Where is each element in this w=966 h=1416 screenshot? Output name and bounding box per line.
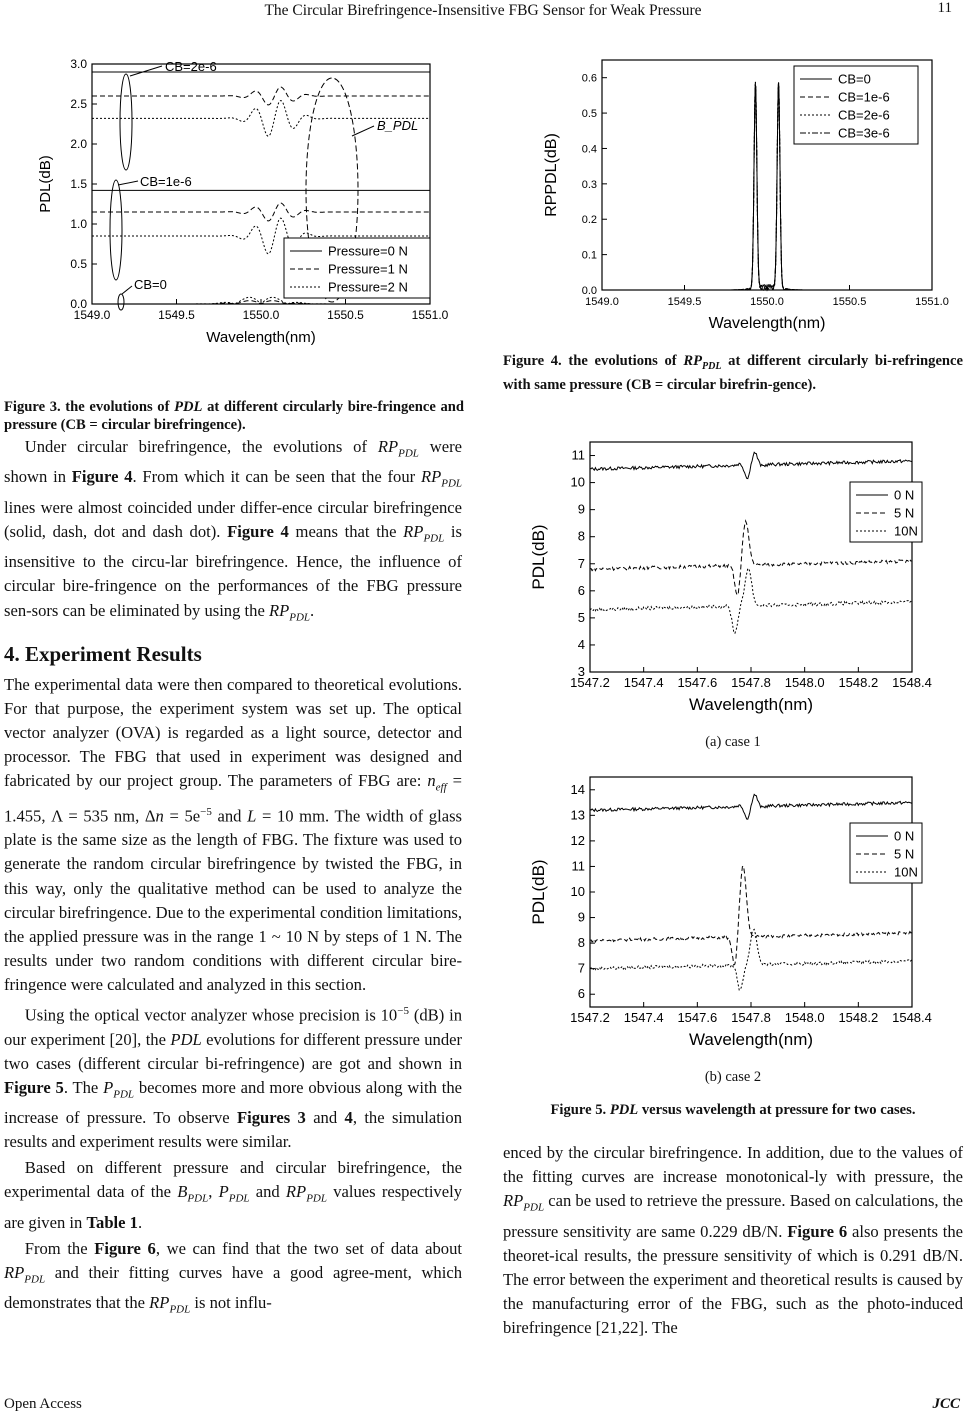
y-tick-label: 1.0 bbox=[70, 217, 87, 231]
legend-entry: 0 N bbox=[894, 487, 915, 503]
figure-5b-subcaption: (b) case 2 bbox=[704, 1069, 762, 1085]
legend-entry: Pressure=1 N bbox=[328, 261, 408, 277]
y-tick-label: 14 bbox=[570, 781, 585, 797]
x-tick-label: 1549.5 bbox=[667, 296, 702, 308]
y-tick-label: 11 bbox=[571, 447, 585, 463]
x-tick-label: 1547.4 bbox=[623, 1010, 664, 1025]
figure-5a bbox=[500, 430, 966, 730]
y-tick-label: 8 bbox=[577, 935, 585, 951]
y-tick-label: 12 bbox=[570, 832, 585, 848]
series-line bbox=[590, 568, 912, 633]
x-tick-label: 1549.0 bbox=[585, 296, 619, 308]
y-tick-label: 0.1 bbox=[581, 249, 597, 262]
y-tick-label: 3 bbox=[577, 664, 585, 679]
series-line bbox=[590, 452, 912, 478]
y-axis-label: PDL(dB) bbox=[529, 524, 548, 590]
x-tick-label: 1547.8 bbox=[731, 675, 771, 690]
x-tick-label: 1549.5 bbox=[158, 308, 195, 322]
annotation-arrow bbox=[118, 181, 138, 185]
y-tick-label: 0.0 bbox=[70, 297, 87, 311]
footer-journal: JCC bbox=[932, 1396, 960, 1412]
series-line bbox=[92, 203, 430, 221]
x-tick-label: 1548.2 bbox=[838, 675, 879, 690]
section-heading: 4. Experiment Results bbox=[4, 641, 202, 666]
y-tick-label: 3.0 bbox=[70, 57, 87, 71]
y-tick-label: 0.4 bbox=[581, 143, 597, 156]
y-tick-label: 13 bbox=[570, 807, 585, 823]
figure-5a-subcaption-wrap bbox=[500, 734, 966, 754]
annotation-arrow bbox=[122, 286, 132, 294]
figure-4 bbox=[500, 48, 966, 348]
figure-5b-subcaption-wrap bbox=[500, 1069, 966, 1089]
legend-entry: CB=1e-6 bbox=[838, 89, 890, 105]
y-tick-label: 0.5 bbox=[581, 108, 597, 121]
annotation-cb1: CB=1e-6 bbox=[140, 174, 192, 189]
y-tick-label: 6 bbox=[577, 986, 585, 1002]
x-tick-label: 1547.6 bbox=[677, 675, 718, 690]
x-tick-label: 1547.2 bbox=[570, 1010, 610, 1025]
running-header bbox=[0, 0, 966, 24]
x-tick-label: 1548.4 bbox=[892, 675, 932, 690]
figure-4-chart bbox=[500, 48, 966, 348]
annotation-cb2: CB=2e-6 bbox=[165, 59, 217, 74]
figure-4-caption: Figure 4. the evolutions of $RP_{PDL}$ at different circularly bi-refringence with same pressure (CB = circular birefrin-gence). bbox=[503, 353, 964, 393]
cb-ellipse bbox=[120, 74, 132, 170]
legend-entry: 5 N bbox=[894, 846, 915, 862]
figure-3-caption: Figure 3. the evolutions of PDL at different circularly bire-fringence and pressure (CB = circular birefringence). bbox=[4, 399, 464, 433]
y-tick-label: 8 bbox=[577, 528, 585, 544]
right-column bbox=[503, 1141, 963, 1340]
figure-3-chart bbox=[0, 40, 480, 360]
y-tick-label: 6 bbox=[577, 582, 585, 598]
figure-3 bbox=[0, 40, 480, 360]
legend-entry: 10N bbox=[894, 864, 918, 880]
legend-entry: CB=2e-6 bbox=[838, 107, 890, 123]
x-tick-label: 1548.0 bbox=[784, 675, 825, 690]
legend-entry: 0 N bbox=[894, 828, 915, 844]
y-tick-label: 10 bbox=[570, 884, 585, 899]
legend-entry: Pressure=2 N bbox=[328, 279, 408, 295]
annotation-bpdl: B_PDL bbox=[377, 118, 419, 133]
paragraph: Using the optical vector analyzer whose precision is $10^{-5}$ (dB) in our experiment [20], the PDL evolutions for different pressure under two cases (different circular bi-refringence) are got and shown in Figure 5. The $P_{PDL}$ becomes more and more obvious along with the increase of pressure. To observe Figures 3 and 4, the simulation results and experiment results were similar. bbox=[4, 1004, 463, 1152]
legend-entry: CB=0 bbox=[838, 71, 871, 87]
y-tick-label: 9 bbox=[577, 501, 585, 517]
legend-entry: Pressure=0 N bbox=[328, 243, 408, 259]
paragraph: The experimental data were then compared to theoretical evolutions. For that purpose, the experiment system was set up. The optical vector analyzer (OVA) is regarded as a light source, detector and processor. The FBG that used in experiment was designed and fabricated by our project group. The parameters of FBG are: $n_{eff} = 1.455$, Λ = 535 nm, $\Delta n = 5e^{-5}$ and L = 10 mm. The width of glass plate is the same size as the length of FBG. The fixture was used to generate the random circular birefringence by twisted the FBG, in this way, only the qualitative method can be used to analyze the circular birefringence. Due to the experimental condition limitations, the applied pressure was in the range 1 ~ 10 N by steps of 1 N. The results under two random conditions with different circular bire-fringence were calculated and analyzed in this section. bbox=[4, 674, 462, 994]
cb-ellipse bbox=[118, 294, 124, 310]
series-line bbox=[590, 794, 912, 819]
series-line bbox=[92, 87, 430, 105]
x-axis-label: Wavelength(nm) bbox=[708, 315, 826, 332]
y-tick-label: 11 bbox=[571, 858, 585, 874]
paragraph: From the Figure 6, we can find that the two set of data about $RP_{PDL}$ and their fitting curves have a good agree-ment, which demonstrates that the $RP_{PDL}$ is not influ- bbox=[4, 1238, 462, 1316]
y-tick-label: 0.3 bbox=[581, 178, 597, 191]
y-tick-label: 2.5 bbox=[70, 97, 87, 111]
y-tick-label: 4 bbox=[577, 636, 585, 652]
x-tick-label: 1547.4 bbox=[623, 675, 664, 690]
annotation-cb0: CB=0 bbox=[134, 277, 167, 292]
y-tick-label: 2.0 bbox=[70, 137, 87, 151]
cb-ellipse bbox=[110, 180, 122, 280]
figure-5-caption: Figure 5. PDL versus wavelength at pressure for two cases. bbox=[550, 1102, 916, 1118]
x-tick-label: 1548.4 bbox=[892, 1010, 932, 1025]
x-tick-label: 1550.0 bbox=[750, 296, 784, 308]
annotation-arrow bbox=[352, 126, 374, 136]
figure-5a-subcaption: (a) case 1 bbox=[705, 734, 761, 750]
figure-5b bbox=[500, 765, 966, 1065]
y-tick-label: 10 bbox=[570, 474, 585, 490]
x-tick-label: 1548.0 bbox=[784, 1010, 825, 1025]
y-tick-label: 7 bbox=[577, 960, 585, 976]
x-axis-label: Wavelength(nm) bbox=[206, 329, 316, 346]
x-tick-label: 1550.0 bbox=[242, 308, 280, 322]
y-tick-label: 5 bbox=[577, 609, 585, 625]
legend-entry: 5 N bbox=[894, 505, 915, 521]
y-tick-label: 0.2 bbox=[581, 214, 597, 227]
y-tick-label: 7 bbox=[577, 555, 585, 571]
annotation-arrow bbox=[130, 66, 162, 76]
x-tick-label: 1547.8 bbox=[731, 1010, 771, 1025]
legend-entry: 10N bbox=[894, 523, 918, 539]
y-tick-label: 0.5 bbox=[70, 257, 87, 271]
paragraph: enced by the circular birefringence. In addition, due to the values of the fitting curves are increase monotonical-ly with pressure, the $RP_{PDL}$ can be used to retrieve the pressure. Based on calculations, the pressure sensitivity are same 0.229 dB/N. Figure 6 also presents the theoret-ical results, the pressure sensitivity of which is 0.291 dB/N. The error between the experiment and theoretical results is caused by the manufacturing error of the FBG, such as the photo-induced birefringence [21,22]. The bbox=[503, 1143, 964, 1337]
y-tick-label: 1.5 bbox=[70, 177, 87, 191]
x-tick-label: 1550.5 bbox=[327, 308, 364, 322]
x-axis-label: Wavelength(nm) bbox=[688, 695, 814, 714]
plot-frame bbox=[590, 442, 915, 672]
running-title: The Circular Birefringence-Insensitive FBG Sensor for Weak Pressure bbox=[264, 2, 702, 19]
y-axis-label: PDL(dB) bbox=[529, 859, 548, 925]
x-tick-label: 1549.0 bbox=[73, 308, 111, 322]
paragraph: Based on different pressure and circular birefringence, the experimental data of the $B_{PDL}$, $P_{PDL}$ and $RP_{PDL}$ values respectively are given in Table 1. bbox=[4, 1158, 462, 1232]
x-tick-label: 1547.6 bbox=[677, 1010, 718, 1025]
left-column bbox=[4, 435, 462, 1322]
plot-frame bbox=[590, 777, 915, 1007]
y-axis-label: PDL(dB) bbox=[37, 155, 54, 213]
footer-open-access: Open Access bbox=[4, 1396, 82, 1412]
figure-5a-chart bbox=[500, 430, 966, 730]
x-tick-label: 1551.0 bbox=[915, 296, 949, 308]
y-tick-label: 9 bbox=[577, 909, 585, 925]
x-axis-label: Wavelength(nm) bbox=[688, 1030, 814, 1049]
x-tick-label: 1547.2 bbox=[570, 675, 610, 690]
x-tick-label: 1550.5 bbox=[832, 296, 867, 308]
page-number: 11 bbox=[937, 0, 952, 16]
legend-entry: CB=3e-6 bbox=[838, 125, 890, 141]
figure-5b-chart bbox=[500, 765, 966, 1065]
y-tick-label: 0.0 bbox=[581, 285, 597, 297]
y-tick-label: 0.6 bbox=[581, 72, 597, 85]
x-tick-label: 1548.2 bbox=[838, 1010, 879, 1025]
y-axis-label: RPPDL(dB) bbox=[543, 133, 560, 217]
paragraph: Under circular birefringence, the evolutions of $RP_{PDL}$ were shown in Figure 4. From which it can be seen that the four $RP_{PDL}$ lines were almost coincided under differ-ence circular birefringence (solid, dash, dot and dash dot). Figure 4 means that the $RP_{PDL}$ is insensitive to the circu-lar birefringence. Hence, the influence of circular bire-fringence on the performances of the FBG pressure sen-sors can be eliminated by using the $RP_{PDL}$. bbox=[4, 437, 462, 623]
x-tick-label: 1551.0 bbox=[411, 308, 449, 322]
